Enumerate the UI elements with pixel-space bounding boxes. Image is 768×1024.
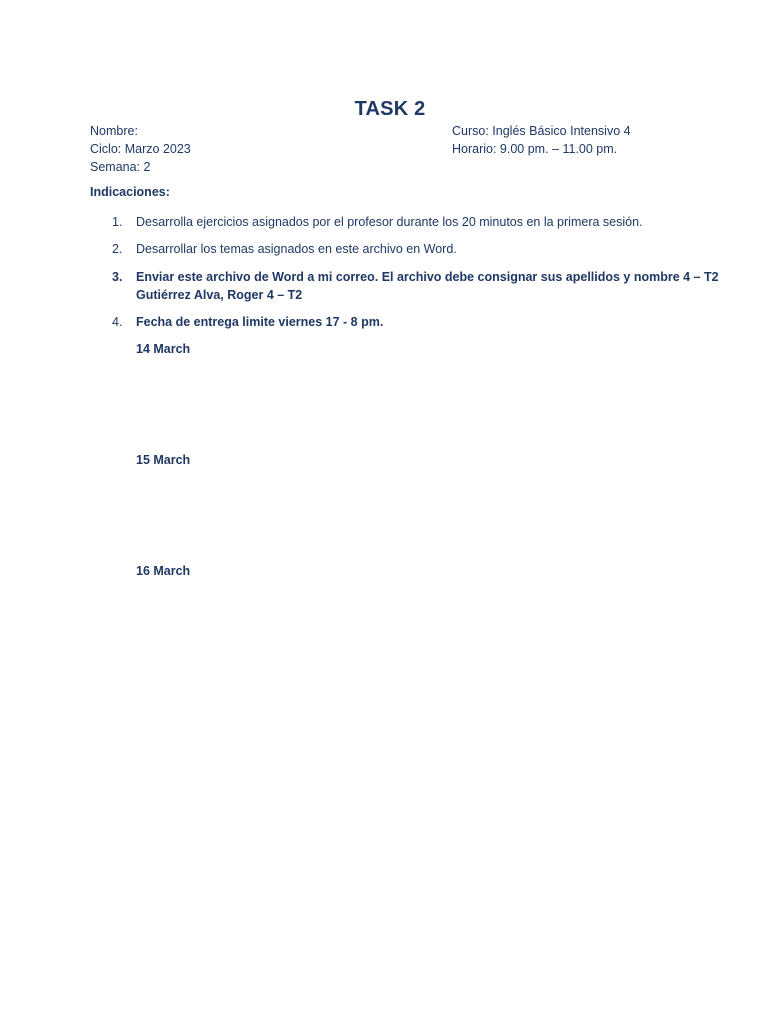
course-field: Curso: Inglés Básico Intensivo 4 [452,124,631,138]
schedule-field: Horario: 9.00 pm. – 11.00 pm. [452,142,618,156]
instruction-text: Fecha de entrega limite viernes 17 - 8 pm. [136,315,384,329]
document-title: TASK 2 [354,98,426,120]
instruction-number: 1. [112,215,123,229]
date-heading: 15 March [136,453,191,467]
instruction-text: Desarrolla ejercicios asignados por el profesor durante los 20 minutos en la primera sesión. [136,215,643,229]
instructions-label: Indicaciones: [90,185,170,199]
student-info [90,122,191,176]
instruction-example-line: Gutiérrez Alva, Roger 4 – T2 [136,288,303,302]
instruction-text [136,268,719,304]
instruction-number: 3. [112,270,123,284]
course-info [452,122,631,158]
date-heading: 14 March [136,342,191,356]
instruction-text: Desarrollar los temas asignados en este archivo en Word. [136,242,457,256]
instruction-number: 4. [112,315,123,329]
instruction-number: 2. [112,242,123,256]
name-field: Nombre: [90,124,138,138]
instruction-text-line: Enviar este archivo de Word a mi correo. El archivo debe consignar sus apellidos y nombre 4 – T2 [136,270,719,284]
cycle-field: Ciclo: Marzo 2023 [90,142,191,156]
date-heading: 16 March [136,564,191,578]
week-field: Semana: 2 [90,160,151,174]
